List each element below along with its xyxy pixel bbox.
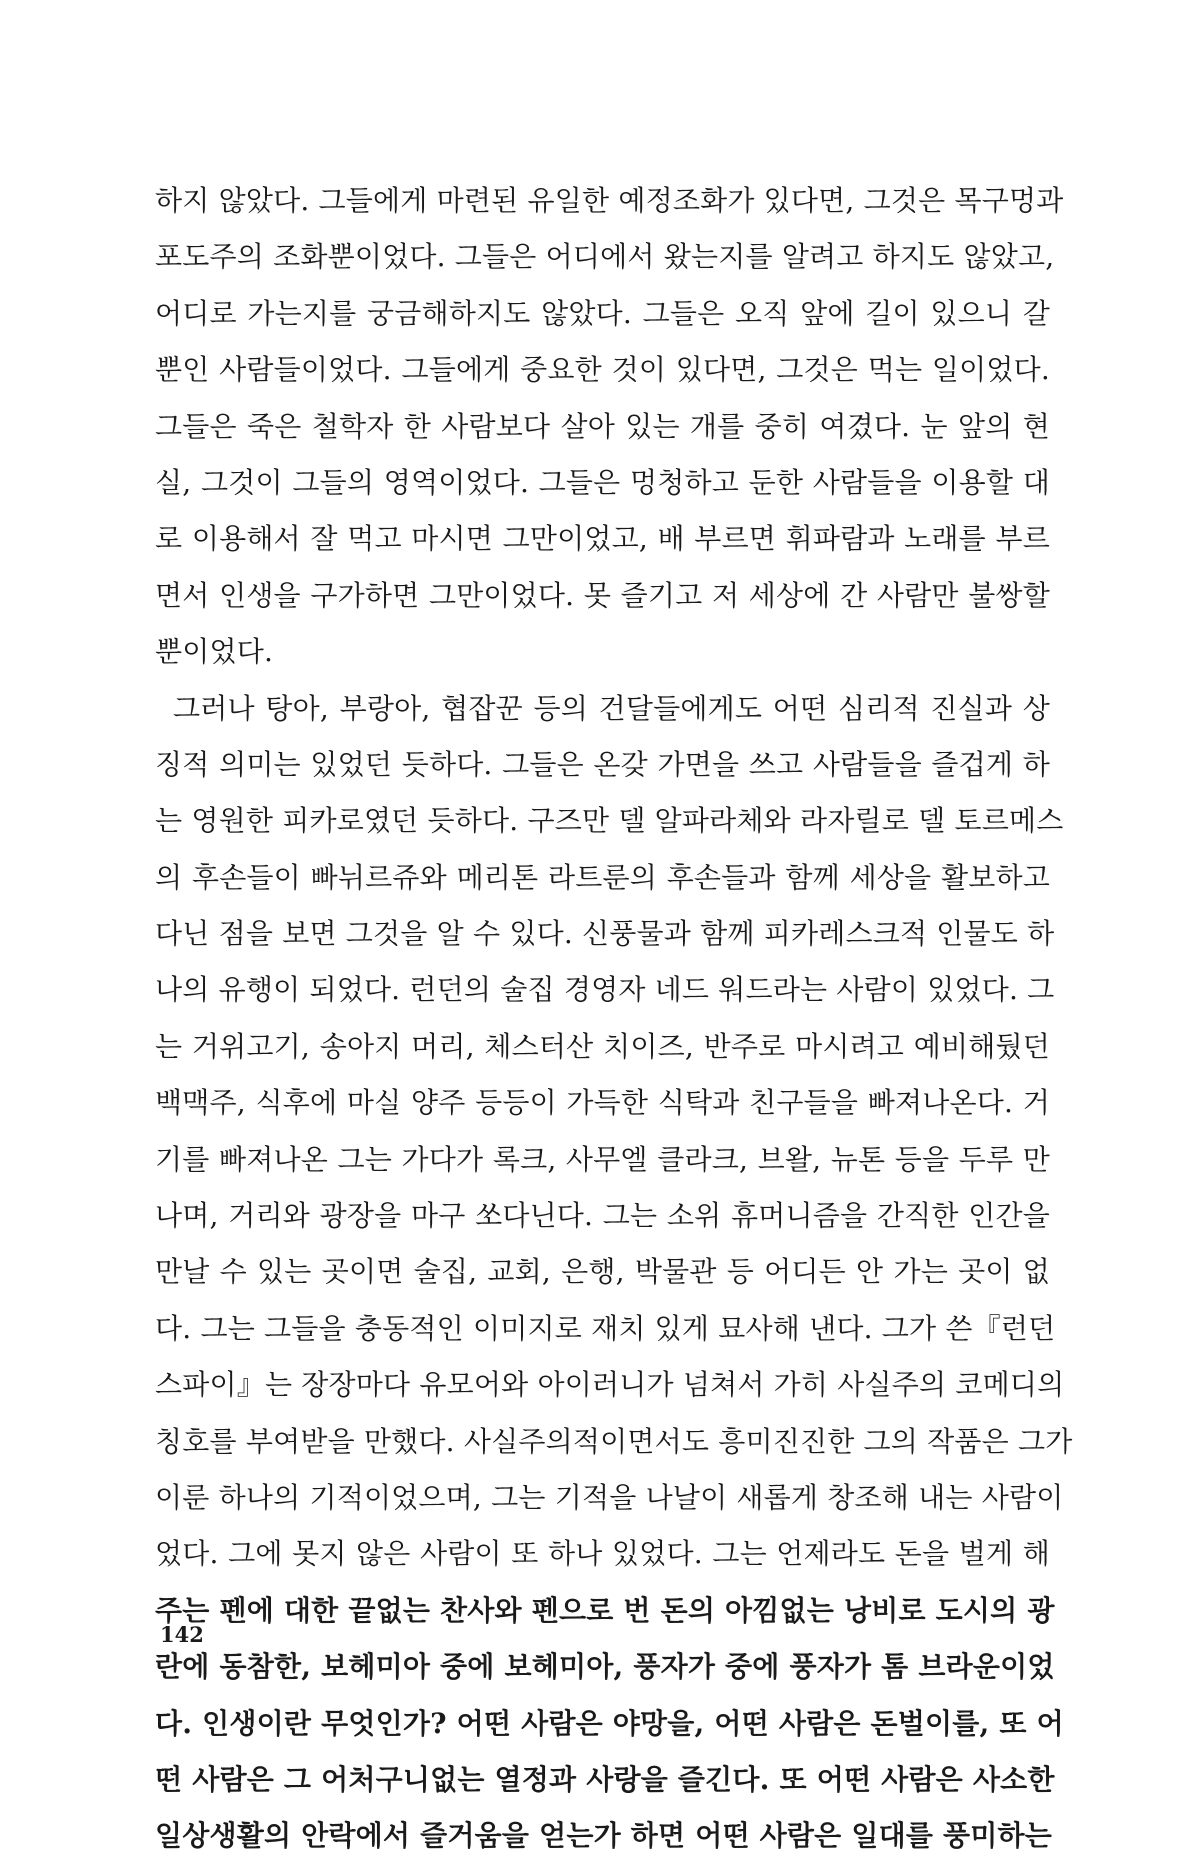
text-line: 다. 그는 그들을 충동적인 이미지로 재치 있게 묘사해 낸다. 그가 쓴『런던 bbox=[155, 1311, 1056, 1345]
paragraph-start-line: 그러나 탕아, 부랑아, 협잡꾼 등의 건달들에게도 어떤 심리적 진실과 상 bbox=[173, 691, 1050, 725]
text-line: 기를 빠져나온 그는 가다가 록크, 사무엘 클라크, 브왈, 뉴톤 등을 두루 만 bbox=[155, 1142, 1050, 1176]
text-line: 의 후손들이 빠뉘르쥬와 메리톤 라트룬의 후손들과 함께 세상을 활보하고 bbox=[155, 860, 1050, 894]
text-line: 뿐이었다. bbox=[155, 635, 274, 669]
text-line: 다. 인생이란 무엇인가? 어떤 사람은 야망을, 어떤 사람은 돈벌이를, 또 어 bbox=[155, 1706, 1064, 1740]
text-line: 면서 인생을 구가하면 그만이었다. 못 즐기고 저 세상에 간 사람만 불쌍할 bbox=[155, 578, 1050, 612]
text-line: 뿐인 사람들이었다. 그들에게 중요한 것이 있다면, 그것은 먹는 일이었다. bbox=[155, 353, 1050, 387]
text-line: 나의 유행이 되었다. 런던의 술집 경영자 네드 워드라는 사람이 있었다. 그 bbox=[155, 973, 1055, 1007]
text-line: 었다. 그에 못지 않은 사람이 또 하나 있었다. 그는 언제라도 돈을 벌게 해 bbox=[155, 1537, 1050, 1571]
text-line: 징적 의미는 있었던 듯하다. 그들은 온갖 가면을 쓰고 사람들을 즐겁게 하 bbox=[155, 747, 1050, 781]
text-line: 는 거위고기, 송아지 머리, 체스터산 치이즈, 반주로 마시려고 예비해뒀던 bbox=[155, 1029, 1050, 1063]
text-line: 백맥주, 식후에 마실 양주 등등이 가득한 식탁과 친구들을 빠져나온다. 거 bbox=[155, 1086, 1050, 1120]
text-line: 하지 않았다. 그들에게 마련된 유일한 예정조화가 있다면, 그것은 목구멍과 bbox=[155, 184, 1064, 217]
text-line: 떤 사람은 그 어처구니없는 열정과 사랑을 즐긴다. 또 어떤 사람은 사소한 bbox=[155, 1762, 1055, 1796]
text-line: 주는 펜에 대한 끝없는 찬사와 펜으로 번 돈의 아낌없는 낭비로 도시의 광 bbox=[155, 1593, 1055, 1627]
text-line: 만날 수 있는 곳이면 술집, 교회, 은행, 박물관 등 어디든 안 가는 곳이 없 bbox=[155, 1255, 1050, 1289]
text-line: 나며, 거리와 광장을 마구 쏘다닌다. 그는 소위 휴머니즘을 간직한 인간을 bbox=[155, 1199, 1050, 1233]
text-line: 그들은 죽은 철학자 한 사람보다 살아 있는 개를 중히 여겼다. 눈 앞의 현 bbox=[155, 409, 1050, 443]
page-number: 142 bbox=[160, 1622, 204, 1647]
text-line: 포도주의 조화뿐이었다. 그들은 어디에서 왔는지를 알려고 하지도 않았고, bbox=[155, 240, 1055, 274]
text-line: 어디로 가는지를 궁금해하지도 않았다. 그들은 오직 앞에 길이 있으니 갈 bbox=[155, 296, 1050, 330]
text-line: 칭호를 부여받을 만했다. 사실주의적이면서도 흥미진진한 그의 작품은 그가 bbox=[155, 1424, 1073, 1458]
text-line: 로 이용해서 잘 먹고 마시면 그만이었고, 배 부르면 휘파람과 노래를 부르 bbox=[155, 522, 1050, 556]
text-line: 스파이』는 장장마다 유모어와 아이러니가 넘쳐서 가히 사실주의 코메디의 bbox=[155, 1368, 1065, 1402]
text-line: 는 영원한 피카로였던 듯하다. 구즈만 델 알파라체와 라자릴로 델 토르메스 bbox=[155, 804, 1064, 838]
body-text bbox=[155, 173, 1073, 1865]
text-line: 이룬 하나의 기적이었으며, 그는 기적을 나날이 새롭게 창조해 내는 사람이 bbox=[155, 1480, 1064, 1514]
text-line: 란에 동참한, 보헤미아 중에 보헤미아, 풍자가 중에 풍자가 톰 브라운이었 bbox=[155, 1650, 1055, 1684]
text-line: 다닌 점을 보면 그것을 알 수 있다. 신풍물과 함께 피카레스크적 인물도 하 bbox=[155, 917, 1055, 951]
text-line: 실, 그것이 그들의 영역이었다. 그들은 멍청하고 둔한 사람들을 이용할 대 bbox=[155, 465, 1050, 499]
text-line: 일상생활의 안락에서 즐거움을 얻는가 하면 어떤 사람은 일대를 풍미하는 bbox=[155, 1819, 1053, 1853]
